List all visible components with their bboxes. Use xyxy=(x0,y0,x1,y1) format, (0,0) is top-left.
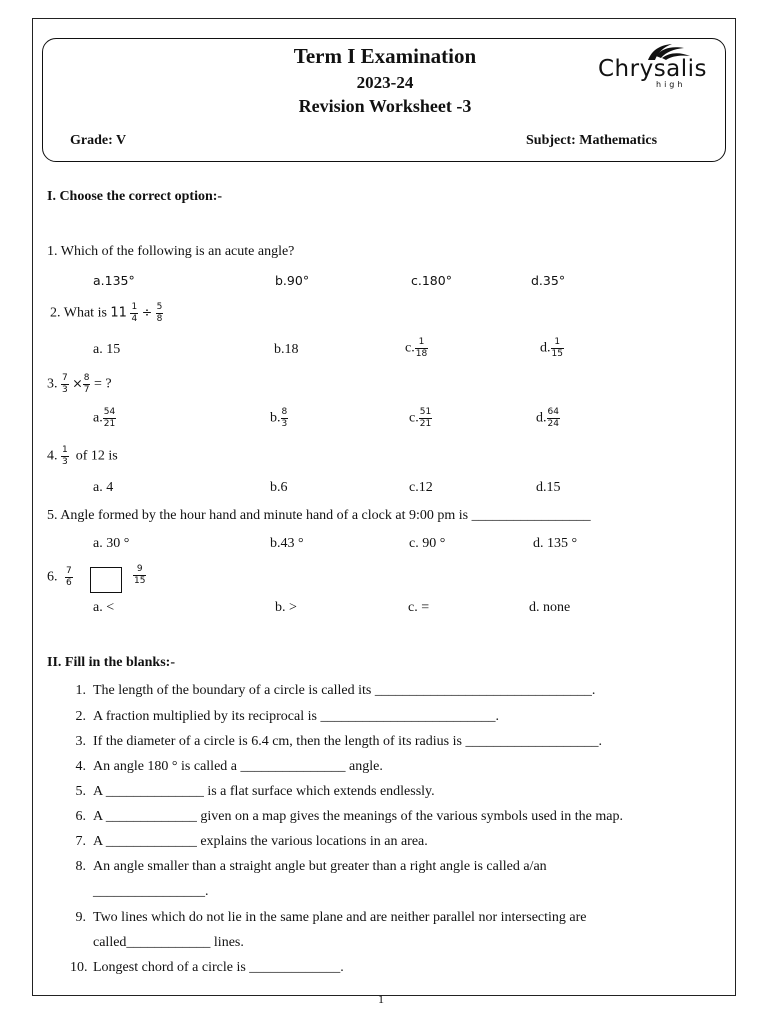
q3-c-num: 51 xyxy=(419,407,432,417)
q5-option-a: a. 30 ° xyxy=(93,536,130,551)
q3-option-d xyxy=(536,407,560,430)
logo-subtext: high xyxy=(656,80,686,89)
q2-d-label: d. xyxy=(540,340,551,356)
q4-option-c: c.12 xyxy=(409,480,433,495)
fill-7-text: A _____________ explains the various locations in an area. xyxy=(93,834,428,849)
q3-d-num: 64 xyxy=(547,407,559,417)
question-2 xyxy=(50,302,163,325)
fill-6-number: 6. xyxy=(75,809,86,824)
q3-f1-den: 3 xyxy=(62,385,68,395)
q2-c-num: 1 xyxy=(415,337,428,349)
q3-a-den: 21 xyxy=(103,419,116,429)
q2-fraction-1 xyxy=(130,302,138,325)
q6-f2-num: 9 xyxy=(133,564,146,576)
q3-d-den: 24 xyxy=(547,419,559,429)
q2-f1-num: 1 xyxy=(131,302,138,312)
fill-4-number: 4. xyxy=(75,759,86,774)
fill-4-text: An angle 180 ° is called a _______________ angle. xyxy=(93,759,383,774)
q3-f2-den: 7 xyxy=(83,385,90,395)
q5-option-b: b.43 ° xyxy=(270,536,304,551)
fill-3-number: 3. xyxy=(75,734,86,749)
q6-answer-box[interactable] xyxy=(90,567,122,593)
page-title: Term I Examination xyxy=(293,44,477,68)
fill-6-text: A _____________ given on a map gives the meanings of the various symbols used in the map. xyxy=(93,809,623,824)
academic-year: 2023-24 xyxy=(356,73,414,92)
fill-9-number: 9. xyxy=(75,910,86,925)
q2-fraction-2 xyxy=(156,302,164,325)
q5-option-d: d. 135 ° xyxy=(533,536,578,551)
worksheet-subtitle: Revision Worksheet -3 xyxy=(298,96,472,116)
q2-f2-den: 8 xyxy=(156,314,163,324)
q3-b-label: b. xyxy=(270,410,281,426)
q5-option-c: c. 90 ° xyxy=(409,536,446,551)
q3-f1-num: 7 xyxy=(62,373,68,383)
q3-b-den: 3 xyxy=(281,419,288,429)
fill-8-text-continued: ________________. xyxy=(93,884,209,899)
q6-option-b: b. > xyxy=(275,600,297,615)
fill-5-number: 5. xyxy=(75,784,86,799)
q2-operator: ÷ xyxy=(141,304,153,320)
school-logo xyxy=(598,42,716,90)
fill-5-text: A ______________ is a flat surface which extends endlessly. xyxy=(93,784,435,799)
section-2-title: II. Fill in the blanks:- xyxy=(47,655,175,670)
fill-9-text-continued: called____________ lines. xyxy=(93,935,244,950)
q4-suffix: of 12 is xyxy=(75,448,118,464)
q2-option-c xyxy=(405,337,428,360)
q6-fraction-1 xyxy=(65,566,73,589)
q1-option-d: d.35° xyxy=(531,273,566,288)
q2-c-label: c. xyxy=(405,340,415,356)
q3-prefix: 3. xyxy=(47,376,58,392)
q3-fraction-1 xyxy=(61,373,69,396)
q6-fraction-2-wrap xyxy=(133,564,146,587)
q3-option-b xyxy=(270,407,288,430)
q2-f1-den: 4 xyxy=(131,314,138,324)
q2-option-a: a. 15 xyxy=(93,342,121,357)
fill-8-number: 8. xyxy=(75,859,86,874)
q6-f1-num: 7 xyxy=(66,566,72,576)
q3-a-fraction xyxy=(103,407,116,430)
fill-1-text: The length of the boundary of a circle is called its _______________________________. xyxy=(93,683,596,698)
question-6 xyxy=(47,566,73,589)
q6-option-c: c. = xyxy=(408,600,430,615)
q1-option-b: b.90° xyxy=(275,273,310,288)
q6-fraction-2 xyxy=(133,564,146,587)
q6-option-a: a. < xyxy=(93,600,115,615)
fill-10-text: Longest chord of a circle is _____________. xyxy=(93,960,344,975)
q3-option-a xyxy=(93,407,116,430)
q6-prefix: 6. xyxy=(47,569,58,585)
fill-10-number: 10. xyxy=(70,960,88,975)
q2-c-fraction xyxy=(415,337,428,360)
q2-c-den: 18 xyxy=(415,349,428,359)
q2-option-b: b.18 xyxy=(274,342,299,357)
q3-a-num: 54 xyxy=(103,407,116,417)
q3-suffix: = ? xyxy=(93,376,112,392)
q3-f2-num: 8 xyxy=(83,373,90,383)
q3-b-num: 8 xyxy=(281,407,288,417)
q3-operator: × xyxy=(72,375,83,391)
q2-d-den: 15 xyxy=(551,349,563,359)
section-1-title: I. Choose the correct option:- xyxy=(47,189,223,204)
q3-d-label: d. xyxy=(536,410,547,426)
q3-b-fraction xyxy=(281,407,289,430)
q6-f2-den: 15 xyxy=(134,576,146,586)
question-3 xyxy=(47,373,112,396)
q3-option-c xyxy=(409,407,432,430)
fill-9-text: Two lines which do not lie in the same plane and are neither parallel nor intersecting are xyxy=(93,910,587,925)
question-5: 5. Angle formed by the hour hand and minute hand of a clock at 9:00 pm is _________________ xyxy=(47,508,591,523)
q3-c-den: 21 xyxy=(419,419,432,429)
fill-2-number: 2. xyxy=(75,709,86,724)
q3-c-fraction xyxy=(419,407,432,430)
q4-f-num: 1 xyxy=(62,445,68,455)
q4-f-den: 3 xyxy=(62,457,68,467)
q4-prefix: 4. xyxy=(47,448,58,464)
q4-fraction xyxy=(61,445,69,468)
q2-option-d xyxy=(540,337,564,360)
q6-option-d: d. none xyxy=(529,600,571,615)
q4-option-b: b.6 xyxy=(270,480,288,495)
q3-d-fraction xyxy=(547,407,560,430)
fill-1-number: 1. xyxy=(75,683,86,698)
question-1: 1. Which of the following is an acute angle? xyxy=(47,244,295,259)
q2-prefix: 2. What is xyxy=(50,305,107,321)
q1-option-c: c.180° xyxy=(411,273,452,288)
q3-a-label: a. xyxy=(93,410,103,426)
fill-2-text: A fraction multiplied by its reciprocal is _________________________. xyxy=(93,709,499,724)
q1-option-a: a.135° xyxy=(93,273,135,288)
q4-option-d: d.15 xyxy=(536,480,561,495)
fill-3-text: If the diameter of a circle is 6.4 cm, then the length of its radius is ___________________. xyxy=(93,734,602,749)
q4-option-a: a. 4 xyxy=(93,480,114,495)
q6-f1-den: 6 xyxy=(66,578,72,588)
question-4 xyxy=(47,445,118,468)
q2-d-num: 1 xyxy=(551,337,564,349)
q2-f2-num: 5 xyxy=(156,302,163,312)
page-number: 1 xyxy=(378,992,384,1006)
grade-label: Grade: V xyxy=(70,133,127,148)
q3-c-label: c. xyxy=(409,410,419,426)
subject-label: Subject: Mathematics xyxy=(526,133,658,148)
q2-whole: 11 xyxy=(110,305,127,321)
fill-7-number: 7. xyxy=(75,834,86,849)
fill-8-text: An angle smaller than a straight angle but greater than a right angle is called a/an xyxy=(93,859,547,874)
logo-wordmark: Chrysalis xyxy=(598,56,708,82)
q3-fraction-2 xyxy=(83,373,91,396)
q2-d-fraction xyxy=(551,337,564,360)
